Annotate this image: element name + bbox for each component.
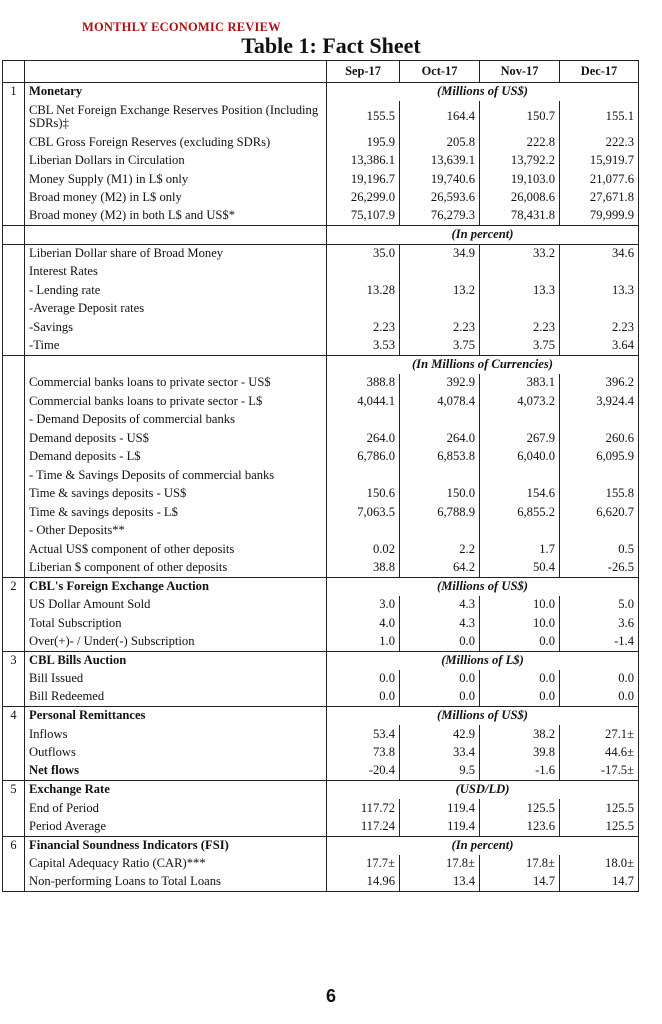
row-label: Over(+)- / Under(-) Subscription <box>25 633 327 652</box>
table-row <box>3 614 639 633</box>
section-title: Exchange Rate <box>25 781 327 800</box>
row-number-blank <box>3 374 25 393</box>
section-unit: (Millions of US$) <box>327 707 639 726</box>
table-row <box>3 873 639 892</box>
row-value: 155.8 <box>560 485 639 504</box>
row-value: 73.8 <box>327 744 400 763</box>
table-row <box>3 133 639 152</box>
section-row <box>3 781 639 800</box>
column-header: Nov-17 <box>480 61 560 83</box>
row-value: 13,386.1 <box>327 152 400 171</box>
row-label: US Dollar Amount Sold <box>25 596 327 615</box>
row-value: 4.3 <box>400 614 480 633</box>
row-value: 15,919.7 <box>560 152 639 171</box>
row-value: 6,040.0 <box>480 448 560 467</box>
section-row <box>3 836 639 855</box>
row-label: Liberian Dollar share of Broad Money <box>25 244 327 263</box>
row-number-blank <box>3 540 25 559</box>
unit-row <box>3 355 639 374</box>
row-label: Actual US$ component of other deposits <box>25 540 327 559</box>
row-value: 38.8 <box>327 559 400 578</box>
row-value: 260.6 <box>560 429 639 448</box>
row-value: 0.0 <box>480 670 560 689</box>
column-header: Sep-17 <box>327 61 400 83</box>
row-value: 0.5 <box>560 540 639 559</box>
page-number: 6 <box>325 986 336 1006</box>
row-value: 264.0 <box>400 429 480 448</box>
row-value: 35.0 <box>327 244 400 263</box>
row-value: 17.8± <box>480 855 560 874</box>
row-value: 0.0 <box>400 670 480 689</box>
row-label: Broad money (M2) in both L$ and US$* <box>25 207 327 226</box>
row-value: -20.4 <box>327 762 400 781</box>
row-value <box>560 522 639 541</box>
row-value: 150.6 <box>327 485 400 504</box>
row-value: 64.2 <box>400 559 480 578</box>
row-number-blank <box>3 411 25 430</box>
table-row <box>3 337 639 356</box>
row-number-blank <box>3 133 25 152</box>
row-value <box>400 300 480 319</box>
row-value: 3.6 <box>560 614 639 633</box>
table-row <box>3 503 639 522</box>
row-number-blank <box>3 799 25 818</box>
row-value <box>560 263 639 282</box>
row-number-blank <box>3 392 25 411</box>
row-value: 119.4 <box>400 818 480 837</box>
fact-sheet-table <box>2 60 639 892</box>
row-value <box>560 466 639 485</box>
unit-row-blank-num <box>3 226 25 245</box>
table-row <box>3 466 639 485</box>
row-value: 42.9 <box>400 725 480 744</box>
row-label: Demand deposits - L$ <box>25 448 327 467</box>
table-row <box>3 318 639 337</box>
row-value: 3.0 <box>327 596 400 615</box>
row-value: 4.3 <box>400 596 480 615</box>
row-value: 14.96 <box>327 873 400 892</box>
row-value: 396.2 <box>560 374 639 393</box>
row-label: - Demand Deposits of commercial banks <box>25 411 327 430</box>
section-unit: (USD/LD) <box>327 781 639 800</box>
table-row <box>3 855 639 874</box>
section-unit: (Millions of L$) <box>327 651 639 670</box>
row-value: 14.7 <box>480 873 560 892</box>
row-value: 7,063.5 <box>327 503 400 522</box>
row-value: 164.4 <box>400 101 480 133</box>
row-label: Broad money (M2) in L$ only <box>25 189 327 208</box>
header-blank-num <box>3 61 25 83</box>
unit-label: (In percent) <box>327 226 639 245</box>
row-value: 0.0 <box>400 633 480 652</box>
section-title: Financial Soundness Indicators (FSI) <box>25 836 327 855</box>
section-number: 3 <box>3 651 25 670</box>
row-value: 13.4 <box>400 873 480 892</box>
table-row <box>3 559 639 578</box>
row-label: Capital Adequacy Ratio (CAR)*** <box>25 855 327 874</box>
row-number-blank <box>3 466 25 485</box>
row-value: 4.0 <box>327 614 400 633</box>
row-value <box>480 300 560 319</box>
row-value: 3.75 <box>480 337 560 356</box>
row-value: 0.0 <box>560 670 639 689</box>
table-row <box>3 170 639 189</box>
section-unit: (Millions of US$) <box>327 577 639 596</box>
row-number-blank <box>3 300 25 319</box>
table-row <box>3 522 639 541</box>
row-number-blank <box>3 244 25 263</box>
row-label: Money Supply (M1) in L$ only <box>25 170 327 189</box>
row-value: 4,044.1 <box>327 392 400 411</box>
row-value <box>480 263 560 282</box>
row-number-blank <box>3 429 25 448</box>
table-row <box>3 207 639 226</box>
section-unit: (In percent) <box>327 836 639 855</box>
row-value: 6,853.8 <box>400 448 480 467</box>
table-row <box>3 189 639 208</box>
table-row <box>3 392 639 411</box>
section-number: 1 <box>3 83 25 102</box>
table-row <box>3 633 639 652</box>
row-label: -Time <box>25 337 327 356</box>
table-row <box>3 429 639 448</box>
row-value: 0.0 <box>400 688 480 707</box>
row-number-blank <box>3 596 25 615</box>
row-value: 123.6 <box>480 818 560 837</box>
row-label: Time & savings deposits - L$ <box>25 503 327 522</box>
row-number-blank <box>3 263 25 282</box>
row-value <box>327 300 400 319</box>
row-value: 13.28 <box>327 281 400 300</box>
row-value: 79,999.9 <box>560 207 639 226</box>
row-value: 0.02 <box>327 540 400 559</box>
header-blank-label <box>25 61 327 83</box>
row-label: - Other Deposits** <box>25 522 327 541</box>
table-row <box>3 101 639 133</box>
row-label: Period Average <box>25 818 327 837</box>
row-number-blank <box>3 725 25 744</box>
row-value: 50.4 <box>480 559 560 578</box>
row-label: Bill Redeemed <box>25 688 327 707</box>
row-label: Bill Issued <box>25 670 327 689</box>
row-label: CBL Net Foreign Exchange Reserves Position (Including SDRs)‡ <box>25 101 327 133</box>
row-value <box>480 522 560 541</box>
row-label: Inflows <box>25 725 327 744</box>
row-number-blank <box>3 189 25 208</box>
row-label: Total Subscription <box>25 614 327 633</box>
row-value: 34.9 <box>400 244 480 263</box>
row-value: -1.4 <box>560 633 639 652</box>
table-row <box>3 300 639 319</box>
section-row <box>3 83 639 102</box>
section-unit: (Millions of US$) <box>327 83 639 102</box>
row-value: 125.5 <box>480 799 560 818</box>
row-value: 10.0 <box>480 596 560 615</box>
row-value: 6,095.9 <box>560 448 639 467</box>
row-value: 119.4 <box>400 799 480 818</box>
row-value: 19,196.7 <box>327 170 400 189</box>
row-value: 388.8 <box>327 374 400 393</box>
row-value: 2.23 <box>327 318 400 337</box>
row-label: Commercial banks loans to private sector - L$ <box>25 392 327 411</box>
row-value: 26,008.6 <box>480 189 560 208</box>
row-value: 264.0 <box>327 429 400 448</box>
row-value: 2.2 <box>400 540 480 559</box>
row-value: 267.9 <box>480 429 560 448</box>
publication-title: MONTHLY ECONOMIC REVIEW <box>82 20 281 34</box>
unit-row <box>3 226 639 245</box>
row-value: 155.5 <box>327 101 400 133</box>
row-value <box>400 522 480 541</box>
section-row <box>3 577 639 596</box>
section-title: CBL's Foreign Exchange Auction <box>25 577 327 596</box>
column-header-row <box>3 61 639 83</box>
row-value <box>480 411 560 430</box>
row-value: 4,073.2 <box>480 392 560 411</box>
table-row <box>3 670 639 689</box>
row-value: 13.2 <box>400 281 480 300</box>
unit-row-blank-num <box>3 355 25 374</box>
row-value: 17.8± <box>400 855 480 874</box>
row-number-blank <box>3 170 25 189</box>
row-value: 38.2 <box>480 725 560 744</box>
row-value: 3.53 <box>327 337 400 356</box>
row-value <box>400 466 480 485</box>
table-row <box>3 281 639 300</box>
row-number-blank <box>3 448 25 467</box>
row-value: 17.7± <box>327 855 400 874</box>
row-value: 9.5 <box>400 762 480 781</box>
table-row <box>3 799 639 818</box>
row-value: 2.23 <box>400 318 480 337</box>
table-row <box>3 818 639 837</box>
row-number-blank <box>3 281 25 300</box>
table-row <box>3 244 639 263</box>
row-value: 3,924.4 <box>560 392 639 411</box>
table-row <box>3 152 639 171</box>
section-number: 2 <box>3 577 25 596</box>
table-row <box>3 596 639 615</box>
row-value <box>400 411 480 430</box>
row-value: 3.64 <box>560 337 639 356</box>
row-value: 19,103.0 <box>480 170 560 189</box>
row-value <box>327 263 400 282</box>
row-value: 0.0 <box>480 688 560 707</box>
row-value: 0.0 <box>560 688 639 707</box>
row-number-blank <box>3 744 25 763</box>
row-value: 39.8 <box>480 744 560 763</box>
row-value: 392.9 <box>400 374 480 393</box>
row-value: 0.0 <box>480 633 560 652</box>
row-value: 0.0 <box>327 670 400 689</box>
row-number-blank <box>3 503 25 522</box>
row-value: 6,620.7 <box>560 503 639 522</box>
row-value: 27,671.8 <box>560 189 639 208</box>
section-number: 5 <box>3 781 25 800</box>
section-title: CBL Bills Auction <box>25 651 327 670</box>
row-value: 13.3 <box>560 281 639 300</box>
row-value: 2.23 <box>560 318 639 337</box>
row-value: 125.5 <box>560 799 639 818</box>
row-value: 53.4 <box>327 725 400 744</box>
row-value: 33.4 <box>400 744 480 763</box>
row-number-blank <box>3 633 25 652</box>
row-value: 13,639.1 <box>400 152 480 171</box>
table-row <box>3 448 639 467</box>
section-number: 6 <box>3 836 25 855</box>
row-number-blank <box>3 337 25 356</box>
row-label: Demand deposits - US$ <box>25 429 327 448</box>
row-value: 6,855.2 <box>480 503 560 522</box>
row-value: 5.0 <box>560 596 639 615</box>
row-value: 1.7 <box>480 540 560 559</box>
row-value: 3.75 <box>400 337 480 356</box>
row-value: 75,107.9 <box>327 207 400 226</box>
row-label: - Time & Savings Deposits of commercial banks <box>25 466 327 485</box>
table-row <box>3 725 639 744</box>
row-value: 44.6± <box>560 744 639 763</box>
row-label: Commercial banks loans to private sector - US$ <box>25 374 327 393</box>
table-row <box>3 688 639 707</box>
row-value <box>327 411 400 430</box>
row-label: Non-performing Loans to Total Loans <box>25 873 327 892</box>
unit-row-blank-label <box>25 226 327 245</box>
row-value: 205.8 <box>400 133 480 152</box>
row-value: -26.5 <box>560 559 639 578</box>
row-number-blank <box>3 873 25 892</box>
row-value: 18.0± <box>560 855 639 874</box>
row-value: 117.24 <box>327 818 400 837</box>
row-value: 34.6 <box>560 244 639 263</box>
row-label: Liberian Dollars in Circulation <box>25 152 327 171</box>
row-value <box>400 263 480 282</box>
unit-label: (In Millions of Currencies) <box>327 355 639 374</box>
row-number-blank <box>3 818 25 837</box>
row-number-blank <box>3 688 25 707</box>
row-label: -Average Deposit rates <box>25 300 327 319</box>
row-value: 383.1 <box>480 374 560 393</box>
row-value: 13,792.2 <box>480 152 560 171</box>
row-value: 154.6 <box>480 485 560 504</box>
row-value <box>480 466 560 485</box>
row-label: Net flows <box>25 762 327 781</box>
row-value: 33.2 <box>480 244 560 263</box>
row-label: Interest Rates <box>25 263 327 282</box>
column-header: Dec-17 <box>560 61 639 83</box>
row-value: 26,299.0 <box>327 189 400 208</box>
row-number-blank <box>3 207 25 226</box>
row-value: 6,788.9 <box>400 503 480 522</box>
row-value: 21,077.6 <box>560 170 639 189</box>
row-value: 125.5 <box>560 818 639 837</box>
row-value: 222.8 <box>480 133 560 152</box>
row-value: 6,786.0 <box>327 448 400 467</box>
column-header: Oct-17 <box>400 61 480 83</box>
section-row <box>3 707 639 726</box>
row-value: 195.9 <box>327 133 400 152</box>
row-number-blank <box>3 152 25 171</box>
row-value: 155.1 <box>560 101 639 133</box>
row-value: 13.3 <box>480 281 560 300</box>
row-number-blank <box>3 614 25 633</box>
row-number-blank <box>3 670 25 689</box>
row-value: 1.0 <box>327 633 400 652</box>
section-number: 4 <box>3 707 25 726</box>
table-row <box>3 374 639 393</box>
row-label: -Savings <box>25 318 327 337</box>
row-value: 26,593.6 <box>400 189 480 208</box>
table-row <box>3 744 639 763</box>
row-value: 117.72 <box>327 799 400 818</box>
table-row <box>3 263 639 282</box>
section-row <box>3 651 639 670</box>
row-value: 222.3 <box>560 133 639 152</box>
row-number-blank <box>3 522 25 541</box>
row-value: 19,740.6 <box>400 170 480 189</box>
row-number-blank <box>3 101 25 133</box>
row-value: 14.7 <box>560 873 639 892</box>
row-number-blank <box>3 559 25 578</box>
table-row <box>3 485 639 504</box>
row-value <box>560 300 639 319</box>
unit-row-blank-label <box>25 355 327 374</box>
row-label: Outflows <box>25 744 327 763</box>
row-value: 150.7 <box>480 101 560 133</box>
row-value <box>327 466 400 485</box>
row-value: 78,431.8 <box>480 207 560 226</box>
row-value: -1.6 <box>480 762 560 781</box>
section-title: Monetary <box>25 83 327 102</box>
row-number-blank <box>3 855 25 874</box>
section-title: Personal Remittances <box>25 707 327 726</box>
row-value: 2.23 <box>480 318 560 337</box>
row-value: 4,078.4 <box>400 392 480 411</box>
row-value: 76,279.3 <box>400 207 480 226</box>
row-label: End of Period <box>25 799 327 818</box>
row-number-blank <box>3 485 25 504</box>
row-label: CBL Gross Foreign Reserves (excluding SDRs) <box>25 133 327 152</box>
row-label: Liberian $ component of other deposits <box>25 559 327 578</box>
table-title: Table 1: Fact Sheet <box>241 33 421 58</box>
table-row <box>3 540 639 559</box>
row-label: Time & savings deposits - US$ <box>25 485 327 504</box>
row-number-blank <box>3 762 25 781</box>
row-number-blank <box>3 318 25 337</box>
row-label: - Lending rate <box>25 281 327 300</box>
row-value: 0.0 <box>327 688 400 707</box>
row-value: -17.5± <box>560 762 639 781</box>
table-row <box>3 762 639 781</box>
row-value: 150.0 <box>400 485 480 504</box>
row-value: 10.0 <box>480 614 560 633</box>
row-value: 27.1± <box>560 725 639 744</box>
row-value <box>327 522 400 541</box>
table-row <box>3 411 639 430</box>
row-value <box>560 411 639 430</box>
